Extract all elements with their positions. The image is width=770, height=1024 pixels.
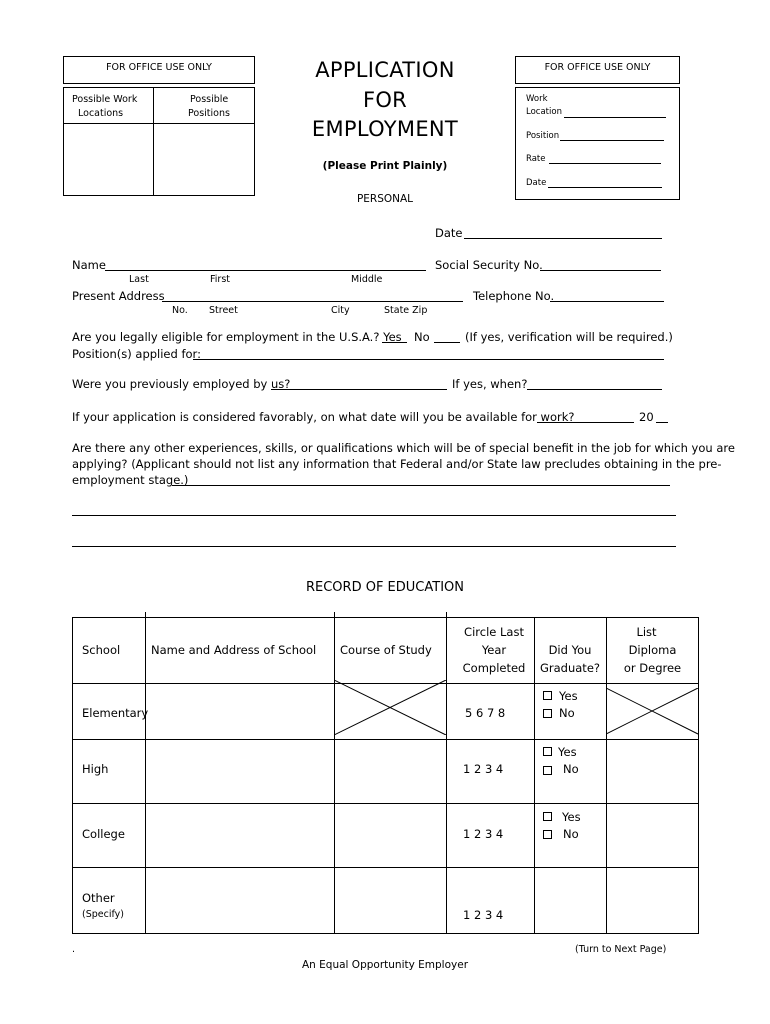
office-rate-label: Rate [526,154,546,164]
middle-label: Middle [351,274,383,285]
name-label: Name [72,258,106,272]
office-use-right-header: FOR OFFICE USE ONLY [544,62,651,73]
name-field[interactable] [105,270,426,271]
experience-field-3[interactable] [72,546,676,547]
high-no-label: No [563,762,579,776]
ssn-label: Social Security No. [435,258,543,272]
address-city-label: City [331,305,350,316]
office-position-field[interactable] [560,140,664,141]
locations-label: Locations [78,108,124,119]
office-use-left-divider [153,87,154,196]
office-position-label: Position [526,131,560,141]
date-field[interactable] [464,238,662,239]
row-college-years[interactable]: 1 2 3 4 [463,827,504,841]
elementary-no-label: No [559,706,575,720]
college-yes-label: Yes [562,810,581,824]
positions-label: Positions [188,108,230,119]
experience-question-line2: applying? (Applicant should not list any information that Federal and/or State law precludes obtaining in the pre- [72,457,722,471]
header-grad-l2: Graduate? [539,661,600,675]
header-name-address: Name and Address of School [151,643,317,657]
eligible-no-field[interactable] [434,342,460,343]
experience-question-line3: employment stage.) [72,473,189,487]
eligible-note: (If yes, verification will be required.) [465,330,673,344]
title-employment: EMPLOYMENT [311,117,459,141]
title-application: APPLICATION [315,58,455,82]
college-yes-checkbox[interactable] [543,812,552,821]
row-other-label: Other [82,891,115,905]
address-state-zip-label: State Zip [384,305,428,316]
office-location-field[interactable] [564,117,666,118]
row-high-label: High [82,762,109,776]
office-rate-field[interactable] [549,163,661,164]
title-for: FOR [362,88,408,112]
office-work-label: Work [526,94,548,104]
row-divider-4 [72,867,699,868]
office-location-label: Location [526,107,562,117]
header-grad-l1: Did You [548,643,592,657]
elementary-degree-cross [606,688,699,736]
header-circle-l3: Completed [462,661,526,675]
ssn-field[interactable] [540,270,661,271]
footer-dot: . [72,944,76,955]
previously-employed-label: Were you previously employed by us? [72,377,291,391]
present-address-label: Present Address [72,289,165,303]
availability-question: If your application is considered favorably, on what date will you be available for work? [72,410,575,424]
date-label: Date [435,226,463,240]
office-use-left-rule [63,123,255,124]
availability-year-field[interactable] [656,422,668,423]
header-list-l1: List [636,625,657,639]
elementary-course-cross [334,680,447,735]
elementary-yes-label: Yes [559,689,578,703]
elementary-no-checkbox[interactable] [543,709,552,718]
availability-date-field[interactable] [537,422,634,423]
telephone-field[interactable] [550,301,664,302]
telephone-label: Telephone No. [473,289,555,303]
eligible-no-label: No [414,330,430,344]
equal-opportunity-employer: An Equal Opportunity Employer [301,959,469,971]
possible-work-label: Possible Work [72,94,138,105]
eligible-yes-field[interactable] [382,342,407,343]
college-no-checkbox[interactable] [543,830,552,839]
college-no-label: No [563,827,579,841]
address-street-label: Street [209,305,238,316]
if-yes-when-field[interactable] [527,389,662,390]
experience-field-1[interactable] [172,485,670,486]
office-date-label: Date [526,178,547,188]
positions-applied-field[interactable] [193,359,664,360]
experience-field-2[interactable] [72,515,676,516]
elementary-yes-checkbox[interactable] [543,691,552,700]
first-label: First [210,274,230,285]
office-date-field[interactable] [548,187,662,188]
col-divider-2 [334,612,335,934]
present-address-field[interactable] [162,301,463,302]
header-circle-l2: Year [481,643,507,657]
row-divider-3 [72,803,699,804]
experience-question-line1: Are there any other experiences, skills, or qualifications which will be of special benefit in the job for which you are [72,441,735,455]
header-circle-l1: Circle Last [464,625,524,639]
row-elementary-label: Elementary [82,706,149,720]
personal-heading: PERSONAL [356,193,414,205]
turn-to-next-page: (Turn to Next Page) [575,944,667,955]
address-no-label: No. [172,305,188,316]
header-list-l2: Diploma [628,643,677,657]
if-yes-when-label: If yes, when? [452,377,528,391]
positions-applied-label: Position(s) applied for: [72,347,201,361]
row-high-years[interactable]: 1 2 3 4 [463,762,504,776]
high-no-checkbox[interactable] [543,766,552,775]
education-heading: RECORD OF EDUCATION [305,580,464,595]
high-yes-checkbox[interactable] [543,747,552,756]
office-use-left-header: FOR OFFICE USE ONLY [106,62,212,73]
possible-label: Possible [190,94,229,105]
header-school: School [82,643,121,657]
last-label: Last [129,274,149,285]
high-yes-label: Yes [558,745,577,759]
header-list-l3: or Degree [623,661,682,675]
row-other-years[interactable]: 1 2 3 4 [463,908,504,922]
print-plainly-note: (Please Print Plainly) [322,160,448,172]
row-other-specify: (Specify) [82,909,124,920]
col-divider-1 [145,612,146,934]
eligible-question: Are you legally eligible for employment in the U.S.A.? Yes [72,330,402,344]
header-course: Course of Study [340,643,432,657]
availability-year-prefix: 20 [639,410,654,424]
previously-employed-field[interactable] [271,389,447,390]
row-college-label: College [82,827,125,841]
row-elementary-years[interactable]: 5 6 7 8 [465,706,506,720]
row-divider-2 [72,739,699,740]
